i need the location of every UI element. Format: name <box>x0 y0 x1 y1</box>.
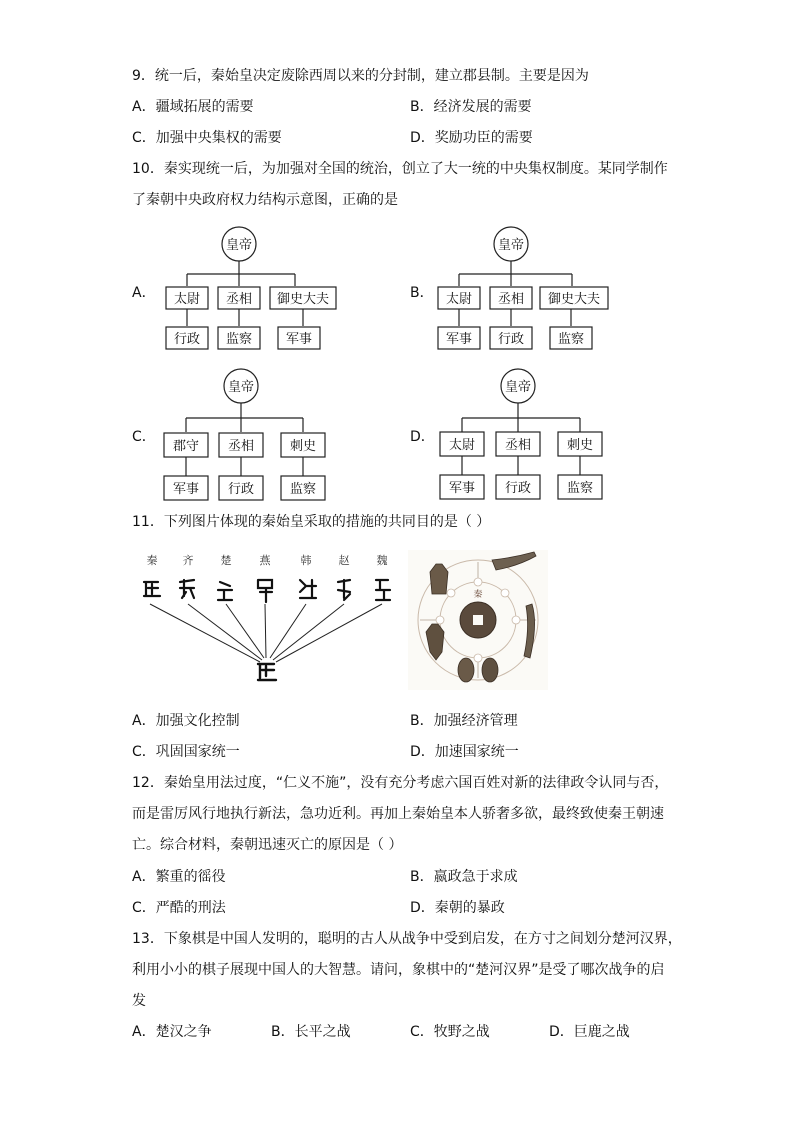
script-unification-picture <box>140 554 396 692</box>
low-node-3: 监察 <box>289 482 317 497</box>
q9-option-a: A．疆域拓展的需要 <box>132 99 254 115</box>
emperor-label: 皇帝 <box>504 380 532 395</box>
low-node-2: 行政 <box>227 482 255 497</box>
q9-option-d: D．奖励功臣的需要 <box>410 130 533 146</box>
mid-node-3: 御史大夫 <box>547 292 601 307</box>
low-node-2: 行政 <box>497 332 525 347</box>
emperor-label: 皇帝 <box>225 238 253 253</box>
q11-option-b: B．加强经济管理 <box>410 713 518 729</box>
q11-option-c: C．巩固国家统一 <box>132 744 240 760</box>
mid-node-2: 丞相 <box>227 439 255 454</box>
low-node-1: 军事 <box>448 481 476 496</box>
q12-stem-line2: 而是雷厉风行地执行新法，急功近利。再加上秦始皇本人骄奢多欲，最终致使秦王朝速 <box>132 806 664 822</box>
low-node-3: 监察 <box>566 481 594 496</box>
q10-diagram-a-letter: A． <box>132 285 156 301</box>
mid-node-2: 丞相 <box>225 292 253 307</box>
state-label-wei: 魏 <box>376 554 388 567</box>
q10-diagram-a <box>160 226 340 356</box>
q12-option-b: B．嬴政急于求成 <box>410 869 518 885</box>
mid-node-2: 丞相 <box>504 438 532 453</box>
q12-stem-line1: 12．秦始皇用法过度，“仁义不施”，没有充分考虑六国百姓对新的法律政令认同与否， <box>132 775 669 791</box>
unified-qin-glyph <box>258 664 276 680</box>
state-label-yan: 燕 <box>259 554 271 567</box>
square-hole <box>473 615 483 625</box>
spade-coin-top <box>430 564 448 594</box>
state-label-qin: 秦 <box>146 554 158 567</box>
q10-diagram-d <box>438 368 618 506</box>
ancient-script-glyphs <box>144 580 390 602</box>
q11-stem: 11．下列图片体现的秦始皇采取的措施的共同目的是（ ） <box>132 514 491 530</box>
ant-nose-coin-1 <box>458 658 474 682</box>
q13-stem-line1: 13．下象棋是中国人发明的，聪明的古人从战争中受到启发，在方寸之间划分楚河汉界， <box>132 931 682 947</box>
low-node-3: 监察 <box>557 332 585 347</box>
state-label-qi: 齐 <box>182 554 194 567</box>
low-node-3: 军事 <box>285 332 313 347</box>
q9-option-b: B．经济发展的需要 <box>410 99 532 115</box>
emperor-label: 皇帝 <box>497 238 525 253</box>
low-node-1: 军事 <box>172 482 200 497</box>
low-node-1: 军事 <box>445 332 473 347</box>
emperor-label: 皇帝 <box>227 380 255 395</box>
mid-node-1: 郡守 <box>172 439 200 454</box>
q10-diagram-b <box>432 226 612 356</box>
q10-diagram-c <box>162 368 342 506</box>
q13-option-d: D．巨鹿之战 <box>549 1024 630 1040</box>
coin-center-label: 秦 <box>473 590 483 600</box>
mid-node-3: 刺史 <box>289 439 317 454</box>
mid-node-3: 刺史 <box>566 438 594 453</box>
low-node-2: 行政 <box>504 481 532 496</box>
q13-stem-line3: 发 <box>132 993 146 1009</box>
currency-unification-picture <box>408 550 548 694</box>
q13-option-a: A．楚汉之争 <box>132 1024 212 1040</box>
mid-node-1: 太尉 <box>445 292 473 307</box>
mid-node-1: 太尉 <box>173 292 201 307</box>
q11-option-d: D．加速国家统一 <box>410 744 519 760</box>
q9-option-c: C．加强中央集权的需要 <box>132 130 282 146</box>
q13-option-b: B．长平之战 <box>271 1024 351 1040</box>
q10-stem-line1: 10．秦实现统一后，为加强对全国的统治，创立了大一统的中央集权制度。某同学制作 <box>132 161 668 177</box>
q10-diagram-d-letter: D． <box>410 429 435 445</box>
state-label-zhao: 赵 <box>338 554 350 567</box>
low-node-2: 监察 <box>225 332 253 347</box>
q12-option-d: D．秦朝的暴政 <box>410 900 505 916</box>
state-label-chu: 楚 <box>220 554 232 567</box>
q10-diagram-c-letter: C． <box>132 429 156 445</box>
q11-option-a: A．加强文化控制 <box>132 713 240 729</box>
low-node-1: 行政 <box>173 332 201 347</box>
q12-option-a: A．繁重的徭役 <box>132 869 226 885</box>
convergence-lines <box>150 604 382 662</box>
q12-option-c: C．严酷的刑法 <box>132 900 226 916</box>
state-label-han: 韩 <box>300 554 312 567</box>
mid-node-2: 丞相 <box>497 292 525 307</box>
q13-option-c: C．牧野之战 <box>410 1024 490 1040</box>
q9-stem: 9．统一后，秦始皇决定废除西周以来的分封制，建立郡县制。主要是因为 <box>132 68 589 84</box>
q10-diagram-b-letter: B． <box>410 285 434 301</box>
q12-stem-line3: 亡。综合材料，秦朝迅速灭亡的原因是（ ） <box>132 837 403 853</box>
q13-stem-line2: 利用小小的棋子展现中国人的大智慧。请问，象棋中的“楚河汉界”是受了哪次战争的启 <box>132 962 665 978</box>
mid-node-3: 御史大夫 <box>276 292 330 307</box>
q10-stem-line2: 了秦朝中央政府权力结构示意图，正确的是 <box>132 192 398 208</box>
mid-node-1: 太尉 <box>448 438 476 453</box>
ant-nose-coin-2 <box>482 658 498 682</box>
